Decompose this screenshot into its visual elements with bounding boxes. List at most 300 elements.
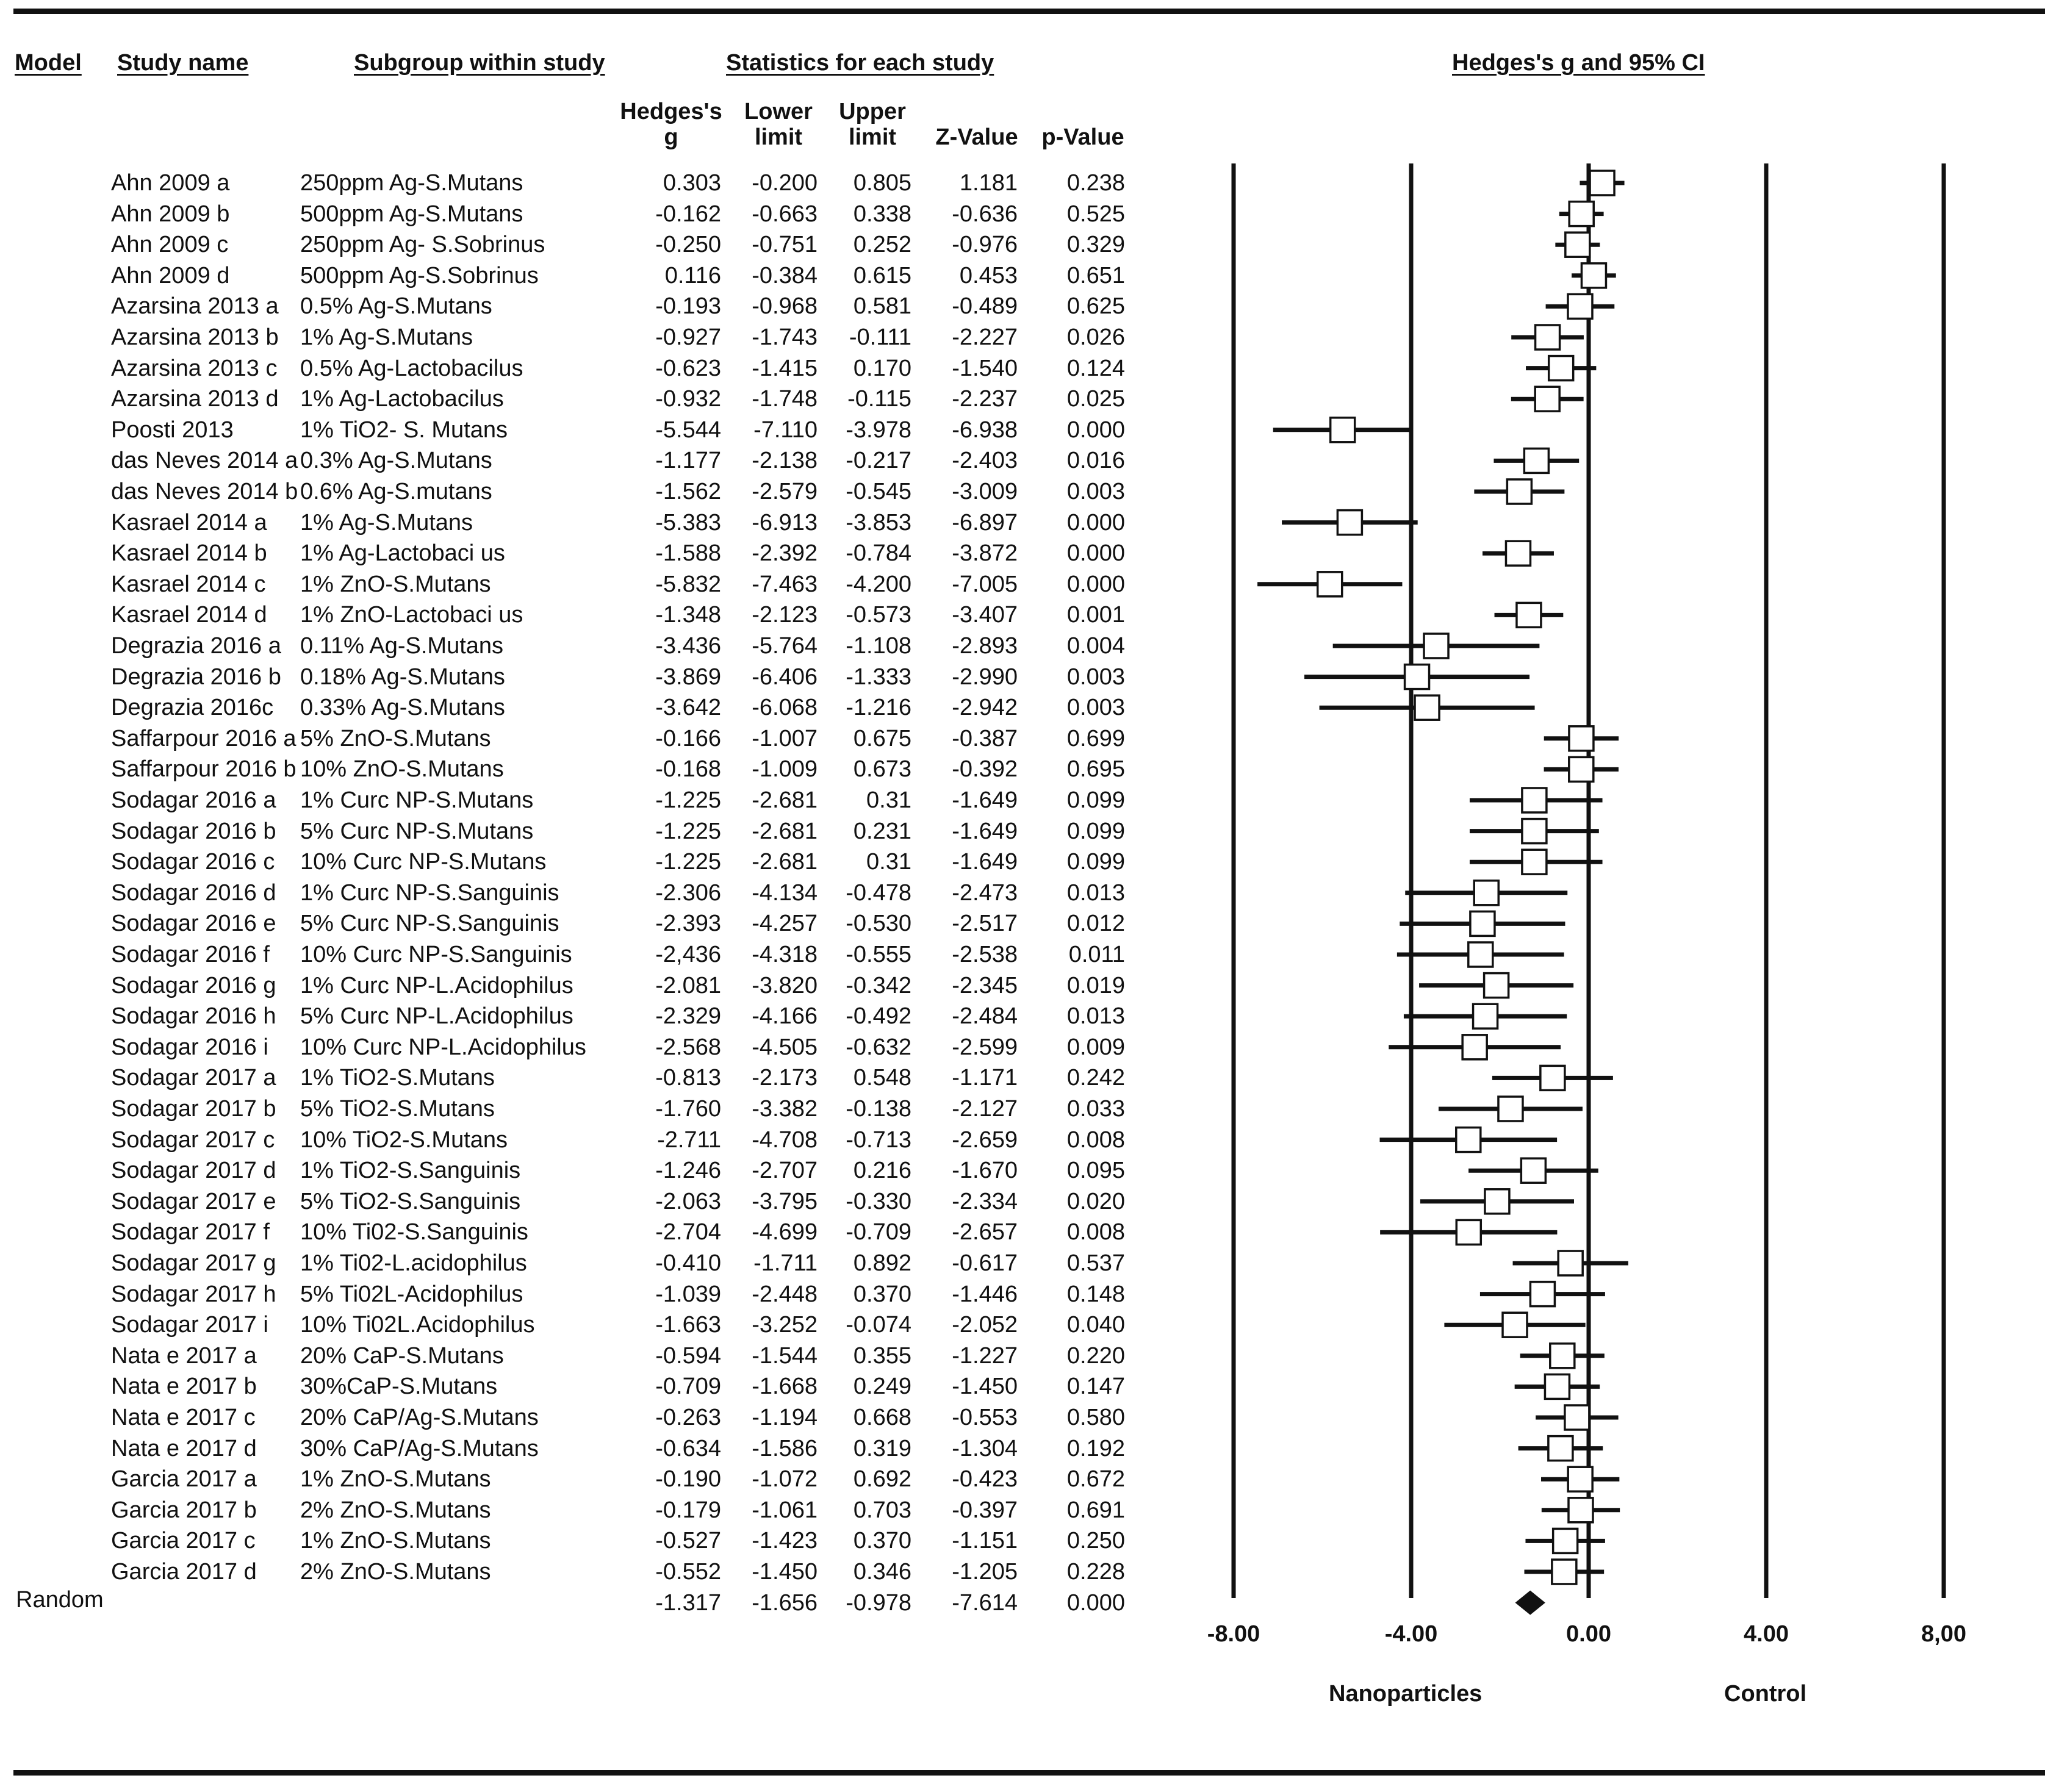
study-row-12-lower: -6.913 [752,509,818,536]
study-row-40-p: 0.147 [1066,1374,1125,1400]
study-row-35-upper: -0.709 [846,1219,911,1245]
study-row-8-p: 0.025 [1066,386,1125,412]
study-row-1-p: 0.238 [1066,170,1125,196]
effect-marker-8 [1535,387,1559,411]
study-row-41-p: 0.580 [1066,1405,1125,1430]
study-row-46-upper: 0.346 [853,1559,911,1585]
study-row-30-g: -0.813 [655,1065,721,1091]
effect-marker-19 [1569,726,1594,751]
study-row-22-name: Sodagar 2016 b [111,818,276,844]
effect-marker-16 [1424,634,1448,658]
study-row-31-lower: -3.382 [752,1096,818,1122]
study-row-36-g: -0.410 [655,1250,721,1276]
study-row-28-name: Sodagar 2016 h [111,1003,276,1030]
study-row-15-p: 0.001 [1066,602,1125,628]
effect-marker-44 [1569,1498,1593,1522]
study-row-41-upper: 0.668 [853,1405,911,1430]
study-row-45-name: Garcia 2017 c [111,1528,256,1554]
study-row-16-g: -3.436 [655,633,721,659]
study-row-19-name: Saffarpour 2016 a [111,725,297,751]
study-row-24-z: -2.473 [952,880,1018,906]
study-row-44-lower: -1.061 [752,1497,818,1523]
study-row-44-upper: 0.703 [853,1497,911,1523]
study-row-9-name: Poosti 2013 [111,417,234,443]
effect-marker-28 [1473,1004,1498,1028]
effect-marker-46 [1552,1560,1576,1584]
study-row-46-lower: -1.450 [752,1559,818,1585]
study-row-26-lower: -4.318 [752,942,818,967]
study-row-7-upper: 0.170 [853,355,911,381]
study-row-37-name: Sodagar 2017 h [111,1281,276,1307]
study-row-9-p: 0.000 [1066,417,1125,443]
study-row-6-upper: -0.111 [849,324,911,350]
study-row-4-p: 0.651 [1066,262,1125,289]
study-row-33-lower: -2.707 [752,1158,818,1184]
study-row-1-lower: -0.200 [752,170,818,196]
effect-marker-31 [1498,1097,1523,1121]
study-row-27-upper: -0.342 [846,972,911,998]
study-row-45-upper: 0.370 [853,1528,911,1554]
study-row-44-g: -0.179 [655,1497,721,1523]
study-row-3-subgroup: 250ppm Ag- S.Sobrinus [300,232,545,258]
study-row-34-lower: -3.795 [752,1188,818,1214]
study-row-35-g: -2.704 [655,1219,721,1245]
study-row-15-upper: -0.573 [846,602,911,628]
x-tick-label-4: 4.00 [1744,1621,1789,1647]
study-row-42-p: 0.192 [1066,1435,1125,1461]
study-row-6-lower: -1.743 [752,324,818,350]
study-row-5-g: -0.193 [655,293,721,320]
study-row-40-upper: 0.249 [853,1374,911,1400]
study-row-41-lower: -1.194 [752,1405,818,1430]
study-row-33-g: -1.246 [655,1158,721,1184]
study-row-22-g: -1.225 [655,818,721,844]
study-row-8-upper: -0.115 [847,386,911,412]
study-row-6-p: 0.026 [1066,324,1125,350]
effect-marker-34 [1485,1189,1509,1214]
effect-marker-25 [1470,911,1495,936]
study-row-23-subgroup: 10% Curc NP-S.Mutans [300,849,547,875]
study-row-46-name: Garcia 2017 d [111,1559,257,1585]
pooled-row-lower: -1.656 [752,1590,818,1616]
study-row-1-subgroup: 250ppm Ag-S.Mutans [300,170,523,196]
study-row-9-upper: -3.978 [846,417,911,443]
study-row-7-lower: -1.415 [752,355,818,381]
study-row-11-g: -1.562 [655,479,721,504]
study-row-31-p: 0.033 [1066,1096,1125,1122]
study-row-41-subgroup: 20% CaP/Ag-S.Mutans [300,1405,539,1430]
study-row-12-name: Kasrael 2014 a [111,509,267,536]
study-row-24-subgroup: 1% Curc NP-S.Sanguinis [300,880,559,906]
study-row-33-upper: 0.216 [853,1158,911,1184]
study-row-22-p: 0.099 [1066,818,1125,844]
study-row-46-subgroup: 2% ZnO-S.Mutans [300,1559,491,1585]
study-row-21-upper: 0.31 [866,787,911,813]
study-row-43-upper: 0.692 [853,1466,911,1493]
study-row-41-name: Nata e 2017 c [111,1405,256,1430]
study-row-10-z: -2.403 [952,448,1018,474]
study-row-39-subgroup: 20% CaP-S.Mutans [300,1342,504,1369]
effect-marker-27 [1484,973,1509,998]
study-row-39-g: -0.594 [655,1342,721,1369]
study-row-3-g: -0.250 [655,232,721,258]
effect-marker-36 [1558,1251,1583,1275]
study-row-5-subgroup: 0.5% Ag-S.Mutans [300,293,492,320]
study-row-38-p: 0.040 [1066,1312,1125,1338]
study-row-43-subgroup: 1% ZnO-S.Mutans [300,1466,491,1493]
study-row-4-subgroup: 500ppm Ag-S.Sobrinus [300,262,539,289]
study-row-3-z: -0.976 [952,232,1018,258]
col-p: p-Value [1041,124,1124,150]
study-row-5-z: -0.489 [952,293,1018,320]
study-row-21-subgroup: 1% Curc NP-S.Mutans [300,787,534,813]
study-row-18-lower: -6.068 [752,695,818,721]
study-row-22-z: -1.649 [952,818,1018,844]
study-row-2-subgroup: 500ppm Ag-S.Mutans [300,201,523,227]
study-row-27-name: Sodagar 2016 g [111,972,276,998]
study-row-30-name: Sodagar 2017 a [111,1065,276,1091]
study-row-15-g: -1.348 [655,602,721,628]
study-row-38-subgroup: 10% Ti02L.Acidophilus [300,1312,535,1338]
study-row-11-subgroup: 0.6% Ag-S.mutans [300,479,492,504]
study-row-23-upper: 0.31 [866,849,911,875]
study-row-12-z: -6.897 [952,509,1018,536]
study-row-37-upper: 0.370 [853,1281,911,1307]
study-row-44-p: 0.691 [1066,1497,1125,1523]
study-row-34-upper: -0.330 [846,1188,911,1214]
header-statistics: Statistics for each study [726,50,994,76]
effect-marker-18 [1415,695,1439,720]
study-row-27-p: 0.019 [1066,972,1125,998]
study-row-12-g: -5.383 [655,509,721,536]
header-subgroup: Subgroup within study [354,50,605,76]
study-row-33-name: Sodagar 2017 d [111,1158,276,1184]
study-row-6-z: -2.227 [952,324,1018,350]
study-row-41-z: -0.553 [952,1405,1018,1430]
study-row-32-p: 0.008 [1066,1127,1125,1153]
study-row-42-upper: 0.319 [853,1435,911,1461]
study-row-28-lower: -4.166 [752,1003,818,1030]
col-lower-line1: Lower [744,99,813,124]
study-row-35-z: -2.657 [952,1219,1018,1245]
study-row-1-upper: 0.805 [853,170,911,196]
study-row-7-subgroup: 0.5% Ag-Lactobacilus [300,355,523,381]
effect-marker-12 [1337,511,1362,535]
study-row-29-lower: -4.505 [752,1034,818,1060]
study-row-3-upper: 0.252 [853,232,911,258]
study-row-9-lower: -7.110 [753,417,818,443]
study-row-2-p: 0.525 [1066,201,1125,227]
study-row-29-p: 0.009 [1066,1034,1125,1060]
effect-marker-35 [1456,1220,1481,1244]
study-row-7-z: -1.540 [952,355,1018,381]
study-row-13-name: Kasrael 2014 b [111,540,267,567]
study-row-11-upper: -0.545 [846,479,911,504]
study-row-16-subgroup: 0.11% Ag-S.Mutans [300,633,504,659]
study-row-37-g: -1.039 [655,1281,721,1307]
study-row-36-subgroup: 1% Ti02-L.acidophilus [300,1250,527,1276]
study-row-27-lower: -3.820 [752,972,818,998]
study-row-26-name: Sodagar 2016 f [111,942,270,967]
study-row-26-upper: -0.555 [846,942,911,967]
study-row-45-z: -1.151 [952,1528,1018,1554]
study-row-32-subgroup: 10% TiO2-S.Mutans [300,1127,508,1153]
effect-marker-33 [1521,1158,1545,1183]
study-row-15-subgroup: 1% ZnO-Lactobaci us [300,602,523,628]
study-row-21-g: -1.225 [655,787,721,813]
study-row-27-g: -2.081 [655,972,721,998]
study-row-17-z: -2.990 [952,664,1018,690]
study-row-8-lower: -1.748 [752,386,818,412]
study-row-20-z: -0.392 [952,756,1018,783]
study-row-23-z: -1.649 [952,849,1018,875]
study-row-24-p: 0.013 [1066,880,1125,906]
study-row-36-upper: 0.892 [853,1250,911,1276]
study-row-41-g: -0.263 [655,1405,721,1430]
study-row-32-name: Sodagar 2017 c [111,1127,275,1153]
effect-marker-42 [1548,1436,1573,1461]
study-row-20-lower: -1.009 [752,756,818,783]
study-row-42-subgroup: 30% CaP/Ag-S.Mutans [300,1435,539,1461]
study-row-24-name: Sodagar 2016 d [111,880,276,906]
study-row-22-upper: 0.231 [853,818,911,844]
pooled-row-z: -7.614 [952,1590,1018,1616]
study-row-32-z: -2.659 [952,1127,1018,1153]
effect-marker-20 [1569,757,1594,781]
study-row-8-z: -2.237 [952,386,1018,412]
study-row-7-g: -0.623 [655,355,721,381]
effect-marker-40 [1545,1374,1569,1399]
study-row-20-subgroup: 10% ZnO-S.Mutans [300,756,504,783]
study-row-7-p: 0.124 [1066,355,1125,381]
study-row-9-g: -5.544 [655,417,721,443]
study-row-4-z: 0.453 [959,262,1018,289]
study-row-16-z: -2.893 [952,633,1018,659]
effect-marker-9 [1331,418,1355,442]
study-row-43-g: -0.190 [655,1466,721,1493]
study-row-19-subgroup: 5% ZnO-S.Mutans [300,725,491,751]
study-row-32-upper: -0.713 [846,1127,911,1153]
study-row-8-g: -0.932 [655,386,721,412]
study-row-31-upper: -0.138 [846,1096,911,1122]
study-row-38-lower: -3.252 [752,1312,818,1338]
effect-marker-1 [1590,171,1614,195]
study-row-17-subgroup: 0.18% Ag-S.Mutans [300,664,505,690]
study-row-18-subgroup: 0.33% Ag-S.Mutans [300,695,505,721]
study-row-19-g: -0.166 [655,725,721,751]
study-row-35-subgroup: 10% Ti02-S.Sanguinis [300,1219,528,1245]
study-row-29-g: -2.568 [655,1034,721,1060]
study-row-39-upper: 0.355 [853,1342,911,1369]
study-row-13-g: -1.588 [655,540,721,567]
effect-marker-24 [1474,881,1498,905]
study-row-12-subgroup: 1% Ag-S.Mutans [300,509,473,536]
study-row-14-subgroup: 1% ZnO-S.Mutans [300,571,491,597]
study-row-25-upper: -0.530 [846,911,911,937]
study-row-34-z: -2.334 [952,1188,1018,1214]
study-row-26-subgroup: 10% Curc NP-S.Sanguinis [300,942,572,967]
study-row-42-name: Nata e 2017 d [111,1435,257,1461]
study-row-42-lower: -1.586 [752,1435,818,1461]
study-row-2-lower: -0.663 [752,201,818,227]
col-hedges-line2: g [664,124,678,150]
study-row-15-z: -3.407 [952,602,1018,628]
study-row-24-upper: -0.478 [846,880,911,906]
study-row-31-name: Sodagar 2017 b [111,1096,276,1122]
study-row-9-z: -6.938 [952,417,1018,443]
study-row-38-upper: -0.074 [846,1312,911,1338]
study-row-30-z: -1.171 [952,1065,1018,1091]
study-row-29-z: -2.599 [952,1034,1018,1060]
study-row-45-subgroup: 1% ZnO-S.Mutans [300,1528,491,1554]
effect-marker-39 [1550,1344,1575,1368]
study-row-35-p: 0.008 [1066,1219,1125,1245]
study-row-16-upper: -1.108 [846,633,911,659]
effect-marker-21 [1522,788,1547,812]
study-row-24-g: -2.306 [655,880,721,906]
study-row-38-z: -2.052 [952,1312,1018,1338]
study-row-37-lower: -2.448 [752,1281,818,1307]
study-row-30-p: 0.242 [1066,1065,1125,1091]
study-row-11-z: -3.009 [952,479,1018,504]
study-row-29-upper: -0.632 [846,1034,911,1060]
col-hedges-line1: Hedges's [620,99,722,124]
study-row-22-lower: -2.681 [752,818,818,844]
study-row-40-g: -0.709 [655,1374,721,1400]
study-row-4-g: 0.116 [664,262,721,289]
study-row-2-upper: 0.338 [853,201,911,227]
x-tick-label-2: -4.00 [1384,1621,1438,1647]
study-row-40-name: Nata e 2017 b [111,1374,257,1400]
study-row-13-z: -3.872 [952,540,1018,567]
study-row-25-lower: -4.257 [752,911,818,937]
effect-marker-15 [1517,603,1541,627]
study-row-11-p: 0.003 [1066,479,1125,504]
study-row-20-p: 0.695 [1066,756,1125,783]
study-row-14-g: -5.832 [655,571,721,597]
study-row-34-subgroup: 5% TiO2-S.Sanguinis [300,1188,521,1214]
study-row-5-p: 0.625 [1066,293,1125,320]
effect-marker-32 [1456,1128,1481,1152]
effect-marker-38 [1503,1313,1527,1337]
study-row-25-p: 0.012 [1066,911,1125,937]
study-row-17-lower: -6.406 [752,664,818,690]
study-row-10-p: 0.016 [1066,448,1125,474]
study-row-13-subgroup: 1% Ag-Lactobaci us [300,540,505,567]
study-row-18-g: -3.642 [655,695,721,721]
study-row-20-upper: 0.673 [853,756,911,783]
study-row-28-g: -2.329 [655,1003,721,1030]
study-row-46-z: -1.205 [952,1559,1018,1585]
study-row-37-z: -1.446 [952,1281,1018,1307]
study-row-28-subgroup: 5% Curc NP-L.Acidophilus [300,1003,573,1030]
study-row-5-lower: -0.968 [752,293,818,320]
pooled-diamond [1515,1591,1545,1615]
study-row-13-upper: -0.784 [846,540,911,567]
study-row-32-g: -2.711 [657,1127,721,1153]
study-row-29-name: Sodagar 2016 i [111,1034,268,1060]
study-row-5-upper: 0.581 [853,293,911,320]
study-row-6-subgroup: 1% Ag-S.Mutans [300,324,473,350]
study-row-33-p: 0.095 [1066,1158,1125,1184]
study-row-27-subgroup: 1% Curc NP-L.Acidophilus [300,972,573,998]
study-row-5-name: Azarsina 2013 a [111,293,279,320]
study-row-26-g: -2,436 [655,942,721,967]
study-row-14-z: -7.005 [952,571,1018,597]
study-row-17-g: -3.869 [655,664,721,690]
study-row-36-lower: -1.711 [753,1250,818,1276]
study-row-43-lower: -1.072 [752,1466,818,1493]
study-row-12-upper: -3.853 [846,509,911,536]
study-row-1-name: Ahn 2009 a [111,170,230,196]
study-row-6-name: Azarsina 2013 b [111,324,279,350]
study-row-13-lower: -2.392 [752,540,818,567]
study-row-39-lower: -1.544 [752,1342,818,1369]
study-row-10-name: das Neves 2014 a [111,448,298,474]
study-row-29-subgroup: 10% Curc NP-L.Acidophilus [300,1034,586,1060]
effect-marker-14 [1318,572,1342,597]
effect-marker-37 [1530,1282,1555,1306]
col-upper-line2: limit [848,124,897,150]
study-row-39-p: 0.220 [1066,1342,1125,1369]
study-row-18-z: -2.942 [952,695,1018,721]
effect-marker-29 [1462,1035,1487,1059]
study-row-35-lower: -4.699 [752,1219,818,1245]
study-row-8-name: Azarsina 2013 d [111,386,279,412]
study-row-42-g: -0.634 [655,1435,721,1461]
study-row-25-g: -2.393 [655,911,721,937]
study-row-23-g: -1.225 [655,849,721,875]
study-row-35-name: Sodagar 2017 f [111,1219,270,1245]
study-row-28-upper: -0.492 [846,1003,911,1030]
study-row-36-p: 0.537 [1066,1250,1125,1276]
study-row-2-name: Ahn 2009 b [111,201,230,227]
study-row-2-z: -0.636 [952,201,1018,227]
study-row-16-name: Degrazia 2016 a [111,633,281,659]
effect-marker-43 [1568,1467,1592,1491]
study-row-38-g: -1.663 [655,1312,721,1338]
study-row-33-subgroup: 1% TiO2-S.Sanguinis [300,1158,521,1184]
study-row-11-lower: -2.579 [752,479,818,504]
effect-marker-13 [1506,541,1530,565]
study-row-23-p: 0.099 [1066,849,1125,875]
study-row-18-upper: -1.216 [846,695,911,721]
study-row-37-p: 0.148 [1066,1281,1125,1307]
study-row-31-z: -2.127 [952,1096,1018,1122]
study-row-16-lower: -5.764 [752,633,818,659]
study-row-23-name: Sodagar 2016 c [111,849,275,875]
study-row-40-z: -1.450 [952,1374,1018,1400]
study-row-39-name: Nata e 2017 a [111,1342,257,1369]
header-study-name: Study name [117,50,249,76]
study-row-22-subgroup: 5% Curc NP-S.Mutans [300,818,534,844]
pooled-row-p: 0.000 [1066,1590,1125,1616]
study-row-28-z: -2.484 [952,1003,1018,1030]
study-row-43-name: Garcia 2017 a [111,1466,257,1493]
effect-marker-6 [1536,325,1560,349]
study-row-10-subgroup: 0.3% Ag-S.Mutans [300,448,492,474]
study-row-4-name: Ahn 2009 d [111,262,230,289]
effect-marker-5 [1568,294,1592,318]
study-row-25-z: -2.517 [952,911,1018,937]
study-row-10-lower: -2.138 [752,448,818,474]
model-random-label: Random [16,1587,104,1613]
study-row-25-subgroup: 5% Curc NP-S.Sanguinis [300,911,559,937]
study-row-30-subgroup: 1% TiO2-S.Mutans [300,1065,495,1091]
study-row-30-upper: 0.548 [853,1065,911,1091]
study-row-12-p: 0.000 [1066,509,1125,536]
study-row-44-name: Garcia 2017 b [111,1497,257,1523]
